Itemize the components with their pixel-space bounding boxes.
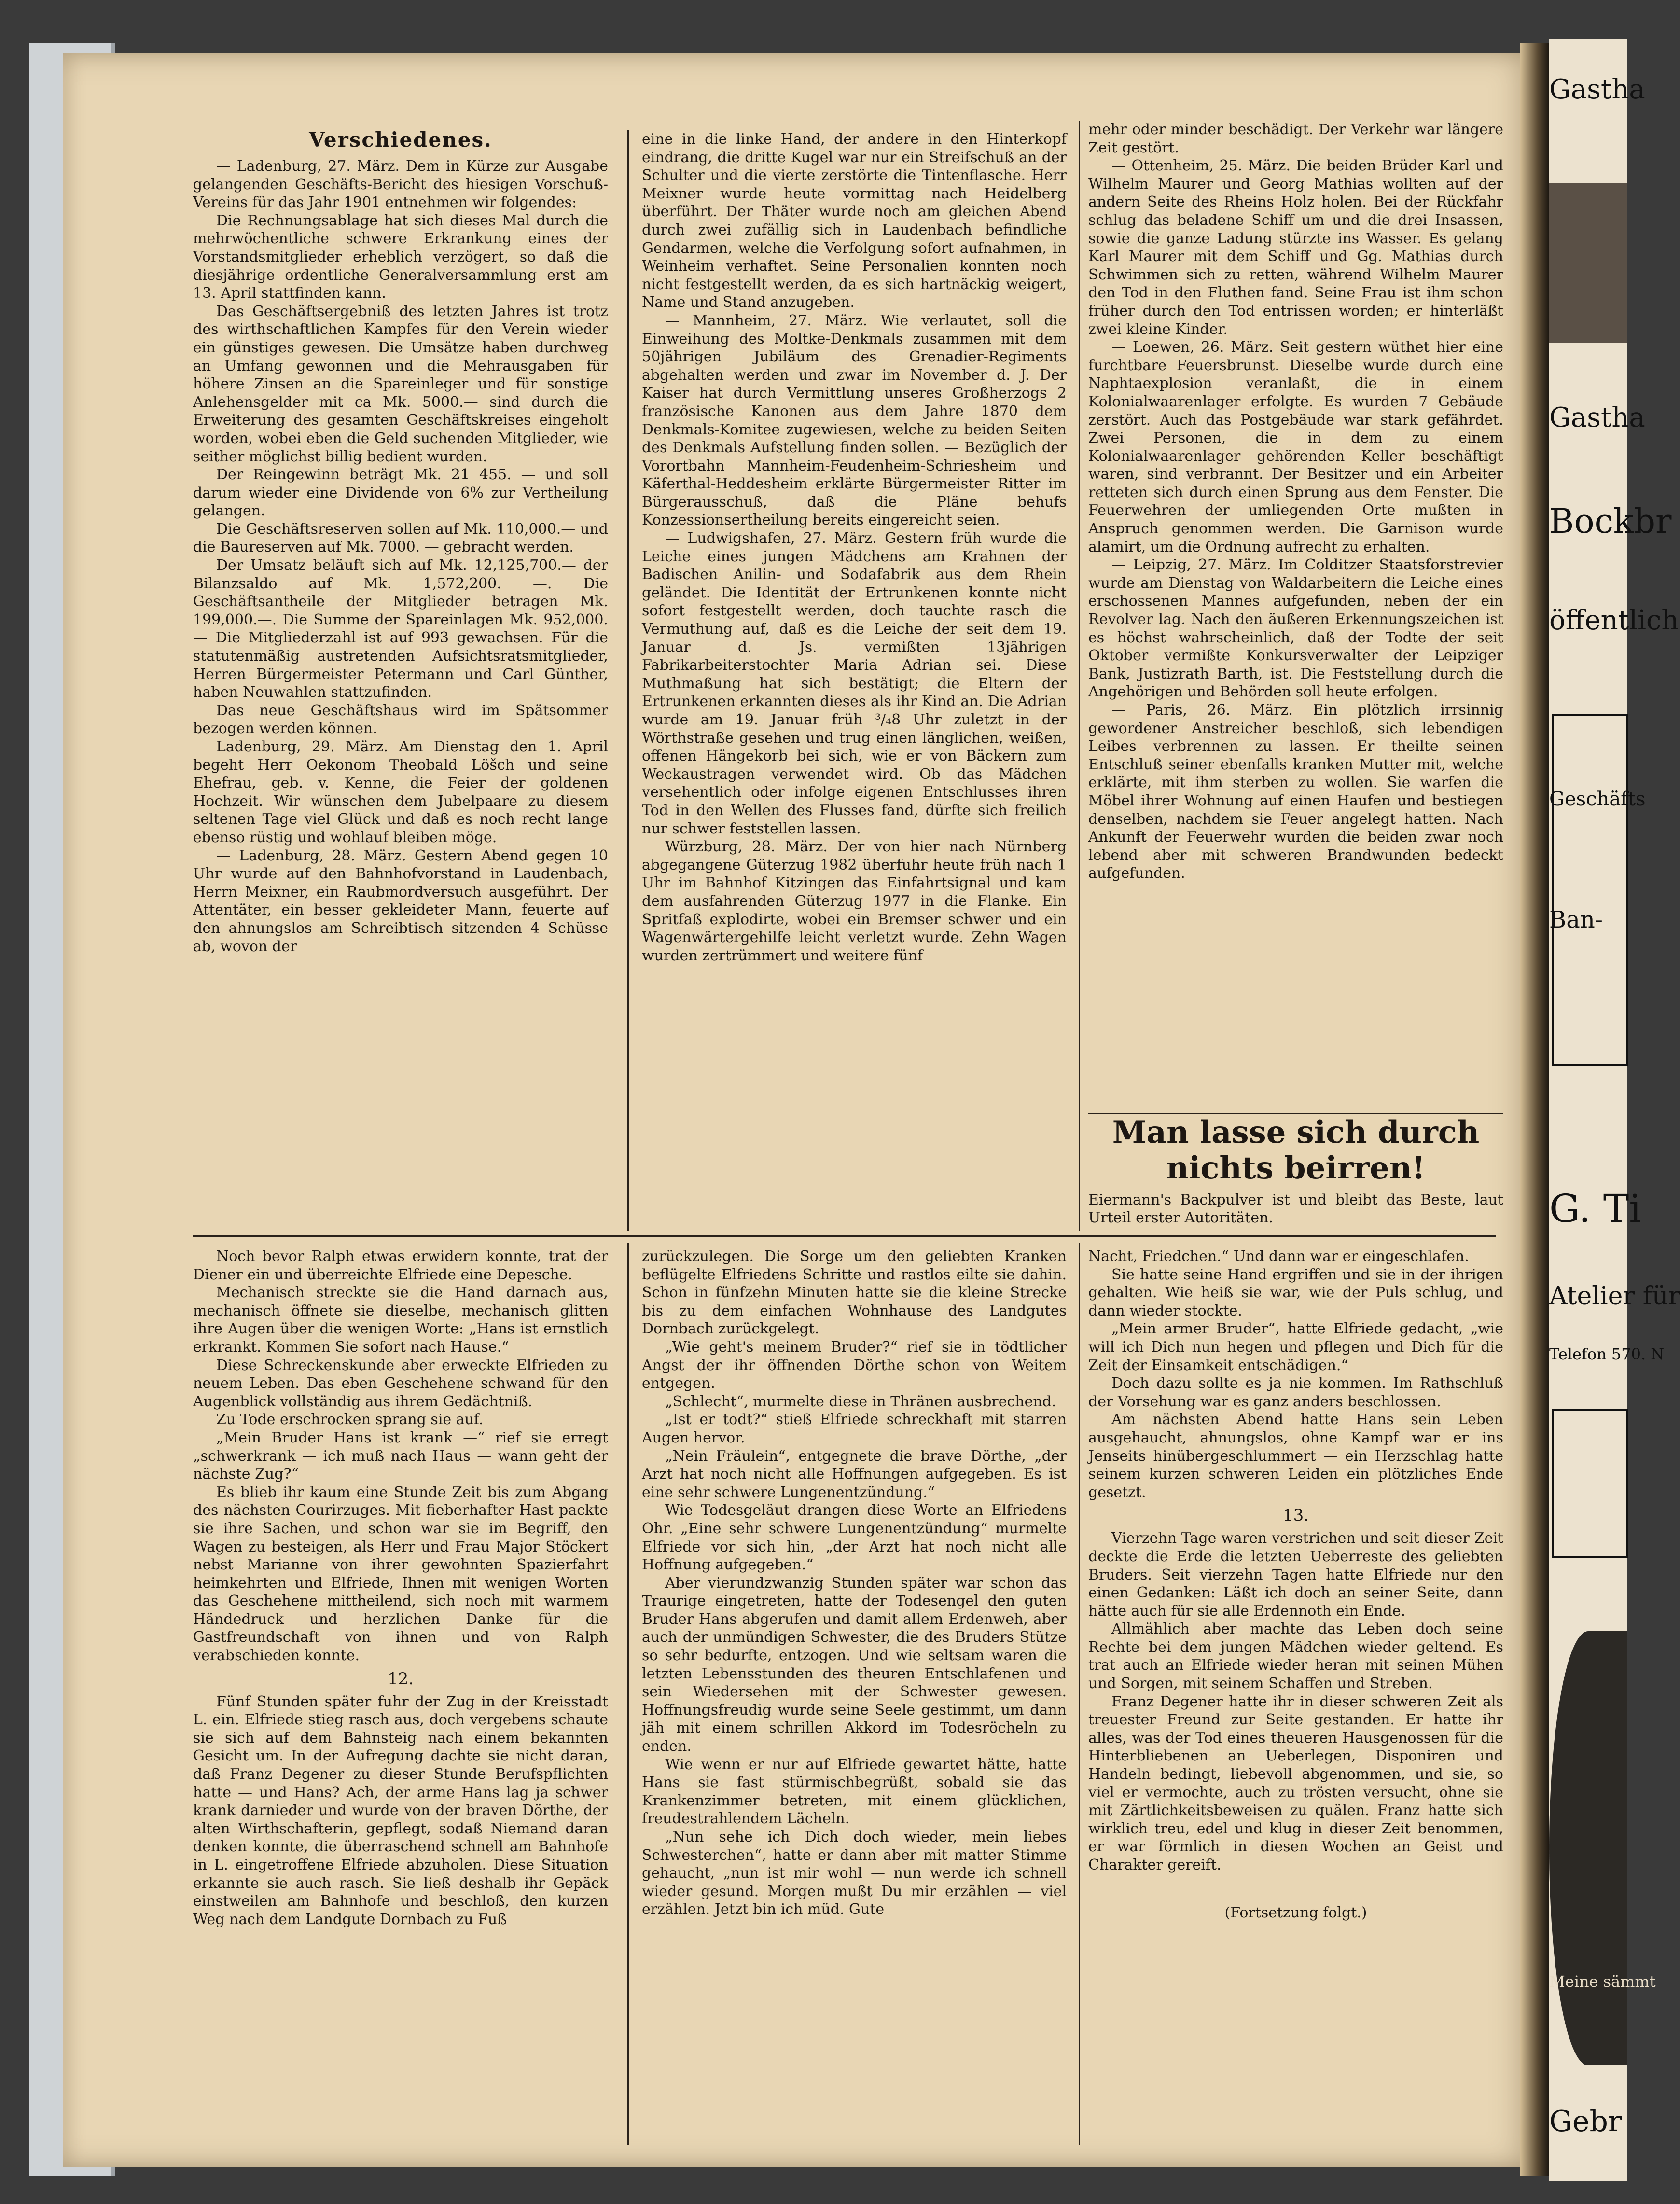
column-rule (627, 1243, 629, 2145)
ad-fragment: G. Ti (1549, 1186, 1641, 1231)
story-paragraph: Zu Tode erschrocken sprang sie auf. (216, 1411, 484, 1428)
ad-border (1088, 1112, 1503, 1114)
article-paragraph: mehr oder minder beschädigt. Der Verkehr war längere Zeit gestört. (1088, 121, 1503, 156)
article-paragraph: — Mannheim, 27. März. Wie verlautet, soll die Einweihung des Moltke-Denkmals zusammen mit dem 50jährigen Jubiläum des Grenadier-Regiments abgehalten werden und zwar im November d. J. Der Kaiser hat durch Vermittlung unseres Großherzogs 2 französische Kanonen aus dem Jahre 1870 dem Denkmals-Komitee zugewiesen, welche zu beiden Seiten des Denkmals Aufstellung finden sollen. — Bezüglich der Vorortbahn Mannheim-Feudenheim-Schriesheim und Käferthal-Heddesheim erklärte Bürgermeister Ritter im Bürgerausschuß, daß die Pläne behufs Konzessionsertheilung bereits eingereicht seien. (642, 312, 1067, 529)
story-paragraph: Am nächsten Abend hatte Hans sein Leben ausgehaucht, ahnungslos, ohne Kampf war er ins Jenseits hinübergeschlummert — ein Herzschlag hatte seinem kurzen schweren Leiden ein plötzliches Ende gesetzt. (1088, 1411, 1503, 1501)
news-column-3 (1088, 121, 1503, 1105)
story-paragraph: „Schlecht“, murmelte diese in Thränen ausbrechend. (665, 1393, 1056, 1410)
story-paragraph: „Wie geht's meinem Bruder?“ rief sie in tödtlicher Angst der ihr öffnenden Dörthe schon von Weitem entgegen. (642, 1338, 1067, 1392)
article-paragraph: Ladenburg, 29. März. Am Dienstag den 1. April begeht Herr Oekonom Theobald Löšch und seine Ehefrau, geb. v. Kenne, die Feier der goldenen Hochzeit. Wir wünschen dem Jubelpaare zu diesem seltenen Tage viel Glück und daß es noch recht lange ebenso rüstig und wohlauf bleiben möge. (193, 738, 608, 846)
ad-frame (1552, 1409, 1628, 1558)
article-paragraph: eine in die linke Hand, der andere in den Hinterkopf eindrang, die dritte Kugel war nur ein Streifschuß an der Schulter und die vierte zerstörte die Tintenflasche. Herr Meixner wurde heute vormittag nach Heidelberg überführt. Der Thäter wurde noch am gleichen Abend durch zwei zufällig sich in Laudenbach befindliche Gendarmen, welche die Verfolgung sofort aufnahmen, in Weinheim verhaftet. Seine Personalien konnten noch nicht festgestellt werden, da es sich hartnäckig weigert, Name und Stand anzugeben. (642, 131, 1067, 311)
chapter-number: 12. (387, 1669, 414, 1689)
article-paragraph: — Ladenburg, 27. März. Dem in Kürze zur Ausgabe gelangenden Geschäfts-Bericht des hiesigen Vorschuß-Vereins für das Jahr 1901 entnehmen wir folgendes: (193, 158, 608, 211)
article-paragraph: — Ladenburg, 28. März. Gestern Abend gegen 10 Uhr wurde auf den Bahnhofvorstand in Laudenbach, Herrn Meixner, ein Raubmordversuch ausgeführt. Der Attentäter, ein besser gekleideter Mann, feuerte auf den ahnungslos am Schreibtisch sitzenden 4 Schüsse ab, wovon der (193, 847, 608, 955)
ad-fragment: Gastha (1549, 402, 1645, 433)
column-rule (627, 130, 629, 1231)
story-paragraph: „Nein Fräulein“, entgegnete die brave Dörthe, „der Arzt hat noch nicht alle Hoffnungen aufgegeben. Es ist eine sehr schwere Lungenentzündung.“ (642, 1447, 1067, 1501)
section-title: Verschiedenes. (309, 128, 492, 152)
ad-text: Eiermann's Backpulver ist und bleibt das Beste, laut Urteil erster Autoritäten. (1088, 1192, 1503, 1226)
story-paragraph: Allmählich aber machte das Leben doch seine Rechte bei dem jungen Mädchen wieder geltend. Es trat auch an Elfriede wieder heran mit seinen Mühen und Sorgen, mit seinem Schaffen und Streben. (1088, 1621, 1503, 1692)
ad-fragment: Atelier für (1549, 1282, 1680, 1311)
to-be-continued: (Fortsetzung folgt.) (1224, 1904, 1367, 1921)
ad-fragment: öffentlich (1549, 605, 1679, 636)
story-column-1 (193, 1248, 608, 2145)
story-paragraph: „Mein Bruder Hans ist krank —“ rief sie erregt „schwerkrank — ich muß nach Haus — wann geht der nächste Zug?“ (193, 1429, 608, 1483)
article-paragraph: Das neue Geschäftshaus wird im Spätsommer bezogen werden können. (193, 702, 608, 737)
ad-fragment: Meine sämmt (1549, 1972, 1656, 1991)
chapter-number: 13. (1282, 1506, 1309, 1525)
column-rule (1079, 121, 1080, 1231)
story-paragraph: Franz Degener hatte ihr in dieser schweren Zeit als treuester Freund zur Seite gestanden. Er hatte ihr alles, was der Tod eines theueren Hausgenossen für die Hinterbliebenen an Ueberlegen, Disponiren und Handeln bedingt, liebevoll abgenommen, und sie, so viel er vermochte, auch zu trösten versucht, ohne sie mit Zärtlichkeitsbeweisen zu quälen. Franz hatte sich wirklich treu, edel und klug in dieser Zeit benommen, er war förmlich in diesen Wochen an Geist und Charakter gereift. (1088, 1693, 1503, 1873)
article-paragraph: Die Geschäftsreserven sollen auf Mk. 110,000.— und die Baureserven auf Mk. 7000. — gebracht werden. (193, 520, 608, 556)
ad-headline: Man lasse sich durch nichts beirren! (1112, 1114, 1480, 1186)
story-paragraph: zurückzulegen. Die Sorge um den geliebten Kranken beflügelte Elfriedens Schritte und rastlos eilte sie dahin. Schon in fünfzehn Minuten hatte sie die kleine Strecke bis zu dem einfachen Wohnhause des Landgutes Dornbach zurückgelegt. (642, 1248, 1067, 1338)
story-paragraph: Sie hatte seine Hand ergriffen und sie in der ihrigen gehalten. Wie heiß sie war, wie der Puls schlug, und dann wieder stockte. (1088, 1266, 1503, 1319)
article-paragraph: — Leipzig, 27. März. Im Colditzer Staatsforstrevier wurde am Dienstag von Waldarbeitern die Leiche eines erschossenen Mannes aufgefunden, neben der ein Revolver lag. Nach den äußeren Erkennungszeichen ist es höchst wahrscheinlich, daß der Todte der seit Oktober vermißte Konkursverwalter der Leipziger Bank, Justizrath Barth, ist. Die Feststellung durch die Angehörigen und Behörden soll heute erfolgen. (1088, 556, 1503, 701)
story-paragraph: Noch bevor Ralph etwas erwidern konnte, trat der Diener ein und überreichte Elfriede eine Depesche. (193, 1248, 608, 1283)
ad-illustration (1549, 183, 1627, 343)
article-paragraph: — Ottenheim, 25. März. Die beiden Brüder Karl und Wilhelm Maurer und Georg Mathias wollten auf der andern Seite des Rheins Holz holen. Bei der Rückfahr schlug das beladene Schiff um und die drei Insassen, sowie die ganze Ladung stürzte ins Wasser. Es gelang Karl Maurer mit dem Schiff und Gg. Mathias durch Schwimmen sich zu retten, während Wilhelm Maurer den Tod in den Fluthen fand. Seine Frau ist ihm schon früher durch den Tod entrissen worden; er hinterläßt zwei kleine Kinder. (1088, 157, 1503, 338)
news-column-1 (193, 125, 608, 1231)
feuilleton-divider (193, 1235, 1496, 1237)
article-paragraph: — Loewen, 26. März. Seit gestern wüthet hier eine furchtbare Feuersbrunst. Dieselbe wurde durch eine Naphtaexplosion veranlaßt, die in einem Kolonialwaarenlager erfolgte. Es wurden 7 Gebäude zerstört. Auch das Postgebäude war stark gefährdet. Zwei Personen, die in dem zu einem Kolonialwaarenlager gehörenden Keller beschäftigt waren, sind verbrannt. Der Besitzer und ein Arbeiter retteten sich durch einen Sprung aus dem Fenster. Die Feuerwehren der umliegenden Orte mußten in Anspruch genommen werden. Die Garnison wurde alamirt, um die Ordnung aufrecht zu erhalten. (1088, 339, 1503, 555)
ad-fragment: Gebr (1549, 2105, 1622, 2138)
story-paragraph: Wie Todesgeläut drangen diese Worte an Elfriedens Ohr. „Eine sehr schwere Lungenentzündung“ murmelte Elfriede vor sich hin, „der Arzt hat noch nicht alle Hoffnung aufgegeben.“ (642, 1502, 1067, 1574)
book-spine (1520, 43, 1549, 2176)
story-paragraph: „Mein armer Bruder“, hatte Elfriede gedacht, „wie will ich Dich nun hegen und pflegen und Dich für die Zeit der Einsamkeit entschädigen.“ (1088, 1320, 1503, 1374)
article-paragraph: Der Reingewinn beträgt Mk. 21 455. — und soll darum wieder eine Dividende von 6% zur Vertheilung gelangen. (193, 466, 608, 520)
ad-fragment: Ban- (1549, 906, 1603, 933)
story-paragraph: Fünf Stunden später fuhr der Zug in der Kreisstadt L. ein. Elfriede stieg rasch aus, doch vergebens schaute sie sich auf dem Bahnsteig nach einem bekannten Gesicht um. In der Aufregung dachte sie nicht daran, daß Franz Degener zu dieser Stunde Berufspflichten hatte — und Hans? Ach, der arme Hans lag ja schwer krank darnieder und wurde von der braven Dörthe, der alten Wirthschafterin, gepflegt, sodaß Niemand daran denken konnte, die überraschend schnell am Bahnhofe in L. eingetroffene Elfriede abzuholen. Diese Situation erkannte sie auch rasch. Sie ließ deshalb ihr Gepäck einstweilen am Bahnhofe und beschloß, den kurzen Weg nach dem Landgute Dornbach zu Fuß (193, 1693, 608, 1928)
article-paragraph: Würzburg, 28. März. Der von hier nach Nürnberg abgegangene Güterzug 1982 überfuhr heute früh nach 1 Uhr im Bahnhof Kitzingen das Einfahrtsignal und kam dem ausfahrenden Güterzug 1977 in die Flanke. Ein Spritfaß explodirte, wobei ein Bremser schwer und ein Wagenwärtergehilfe leicht verletzt wurde. Zehn Wagen wurden zertrümmert und weitere fünf (642, 838, 1067, 964)
story-paragraph: Mechanisch streckte sie die Hand darnach aus, mechanisch öffnete sie dieselbe, mechanisch glitten ihre Augen über die wenigen Worte: „Hans ist ernstlich erkrankt. Kommen Sie sofort nach Hause.“ (193, 1284, 608, 1356)
story-paragraph: Vierzehn Tage waren verstrichen und seit dieser Zeit deckte die Erde die letzten Ueberreste des geliebten Bruders. Seit vierzehn Tagen hatte Elfriede nur den einen Gedanken: Läßt ich doch an seiner Seite, dann hätte auch für sie alle Erdennoth ein Ende. (1088, 1530, 1503, 1620)
story-column-3 (1088, 1248, 1503, 2145)
ad-fragment: Gastha (1549, 74, 1645, 105)
story-paragraph: „Nun sehe ich Dich doch wieder, mein liebes Schwesterchen“, hatte er dann aber mit matter Stimme gehaucht, „nun ist mir wohl — nun werde ich schnell wieder gesund. Morgen mußt Du mir erzählen — viel erzählen. Jetzt bin ich müd. Gute (642, 1829, 1067, 1918)
ad-fragment: Bockbr (1549, 501, 1672, 541)
story-paragraph: Wie wenn er nur auf Elfriede gewartet hätte, hatte Hans sie fast stürmischbegrüßt, sobald sie das Krankenzimmer betreten, mit einem glücklichen, freudestrahlendem Lächeln. (642, 1756, 1067, 1828)
story-paragraph: Doch dazu sollte es ja nie kommen. Im Rathschluß der Vorsehung war es ganz anders beschlossen. (1088, 1375, 1503, 1410)
story-column-2 (642, 1248, 1067, 2145)
article-paragraph: Der Umsatz beläuft sich auf Mk. 12,125,700.— der Bilanzsaldo auf Mk. 1,572,200. —. Die Geschäftsantheile der Mitglieder betragen Mk. 199,000.—. Die Summe der Spareinlagen Mk. 952,000. — Die Mitgliederzahl ist auf 993 gewachsen. Für die statutenmäßig austretenden Aufsichtsratsmitglieder, Herren Bürgermeister Petermann und Carl Günther, haben Neuwahlen stattzufinden. (193, 557, 608, 701)
story-paragraph: Diese Schreckenskunde aber erweckte Elfrieden zu neuem Leben. Das eben Geschehene schwand für den Augenblick vollständig aus ihrem Gedächtniß. (193, 1357, 608, 1410)
column-rule (1079, 1243, 1080, 2145)
article-paragraph: — Ludwigshafen, 27. März. Gestern früh wurde die Leiche eines jungen Mädchens am Krahnen der Badischen Anilin- und Sodafabrik aus dem Rhein geländet. Die Identität der Ertrunkenen konnte nicht sofort festgestellt werden, doch tauchte rasch die Vermuthung auf, daß es die Leiche der seit dem 19. Januar d. Js. vermißten 13jährigen Fabrikarbeiterstochter Maria Adrian sei. Diese Muthmaßung hat sich bestätigt; die Eltern der Ertrunkenen erkannten dieses als ihr Kind an. Die Adrian wurde am 19. Januar früh ³/₄8 Uhr zuletzt in der Wörthstraße gesehen und trug einen länglichen, weißen, offenen Hängekorb bei sich, wie er von Bäckern zum Weckaustragen verwendet wird. Ob das Mädchen versehentlich oder infolge eigenen Entschlusses ihren Tod in den Wellen des Flusses fand, dürfte sich freilich nur schwer feststellen lassen. (642, 530, 1067, 837)
article-paragraph: Die Rechnungsablage hat sich dieses Mal durch die mehrwöchentliche schwere Erkrankung eines der Vorstandsmitglieder erheblich verzögert, so daß die diesjährige ordentliche Generalversammlung erst am 13. April stattfinden kann. (193, 212, 608, 302)
ad-medallion (1549, 1631, 1656, 2065)
story-paragraph: Es blieb ihr kaum eine Stunde Zeit bis zum Abgang des nächsten Courirzuges. Mit fieberhafter Hast packte sie ihre Sachen, und schon war sie im Begriff, den Wagen zu besteigen, als Herr und Frau Major Stöckert nebst Marianne von ihrer gewohnten Spazierfahrt heimkehrten und Elfriede, Ihnen mit wenigen Worten das Geschehene mittheilend, sich noch mit warmem Händedruck und herzlichen Danke für die Gastfreundschaft von ihnen und von Ralph verabschieden konnte. (193, 1483, 608, 1664)
adjacent-page-ads (1549, 39, 1680, 2181)
news-column-2 (642, 130, 1067, 1231)
story-paragraph: Aber vierundzwanzig Stunden später war schon das Traurige eingetreten, hatte der Todesengel den guten Bruder Hans abgerufen und damit allem Erdenweh, aber auch der unmündigen Schwester, die des Bruders Stütze so sehr bedurfte, entzogen. Und wie seltsam waren die letzten Lebensstunden des theuren Entschlafenen und sein Wiedersehen mit der Schwester gewesen. Hoffnungsfreudig wurde seine Seele gestimmt, um dann jäh mit einem schrillen Akkord im Todesröcheln zu enden. (642, 1574, 1067, 1755)
story-paragraph: Nacht, Friedchen.“ Und dann war er eingeschlafen. (1088, 1248, 1469, 1265)
backpulver-advertisement (1088, 1115, 1503, 1235)
ad-fragment: Telefon 570. N (1549, 1345, 1665, 1363)
article-paragraph: — Paris, 26. März. Ein plötzlich irrsinnig gewordener Anstreicher beschloß, sich lebendigen Leibes verbrennen zu lassen. Er theilte seinen Entschluß seiner ebenfalls kranken Mutter mit, welche erklärte, mit ihm sterben zu wollen. Sie warfen die Möbel ihrer Wohnung auf einen Haufen und bestiegen denselben, nachdem sie Feuer angelegt hatten. Nach Ankunft der Feuerwehr wurden die beiden zwar noch lebend aber mit schweren Brandwunden bedeckt aufgefunden. (1088, 702, 1503, 882)
article-paragraph: Das Geschäftsergebniß des letzten Jahres ist trotz des wirthschaftlichen Kampfes für den Verein wieder ein günstiges gewesen. Die Umsätze haben durchweg an Umfang gewonnen und die Mehrausgaben für höhere Zinsen an die Spareinleger und für sonstige Anlehensgelder mit ca Mk. 5000.— sind durch die Erweiterung des gesamten Geschäftskreises eingeholt worden, wobei eben die Geld suchenden Mitglieder, wie seither möglichst billig bedient wurden. (193, 303, 608, 465)
story-paragraph: „Ist er todt?“ stieß Elfriede schreckhaft mit starren Augen hervor. (642, 1411, 1067, 1446)
ad-fragment: Geschäfts (1549, 788, 1646, 810)
ad-frame (1552, 714, 1628, 1066)
